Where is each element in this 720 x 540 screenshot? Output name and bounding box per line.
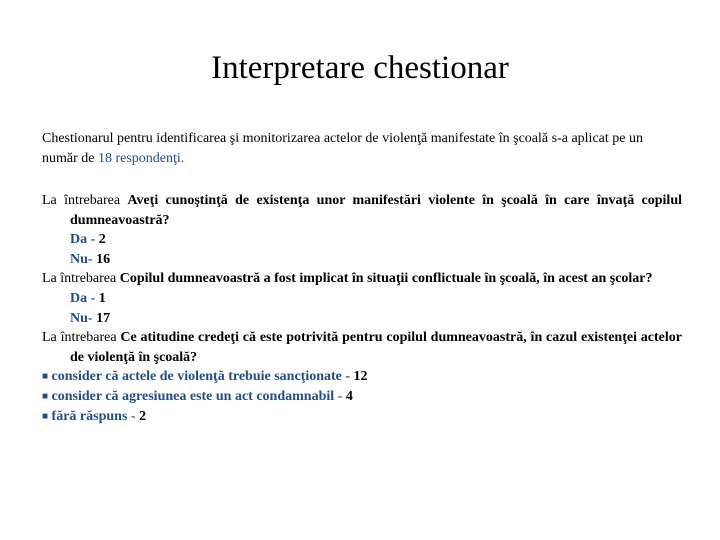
answer-row <box>42 230 682 250</box>
question-prefix: La întrebarea <box>42 193 128 208</box>
results-body <box>42 191 682 426</box>
question-1 <box>42 191 682 230</box>
bullet-marker-icon: ■ <box>42 371 49 383</box>
question-prefix: La întrebarea <box>42 271 120 287</box>
bullet-text: consider că agresiunea este un act condamnabil - <box>51 388 346 404</box>
bullet-item <box>42 407 682 427</box>
answer-row <box>42 289 682 309</box>
bullet-text: consider că actele de violenţă trebuie sancţionate - <box>51 369 354 385</box>
answer-value: 1 <box>98 290 106 306</box>
bullet-item <box>42 387 682 407</box>
bullet-value: 4 <box>345 388 353 404</box>
answer-value: 16 <box>96 251 111 267</box>
bullet-value: 2 <box>139 408 147 424</box>
intro-text: Chestionarul pentru identificarea şi monitorizarea actelor de violenţă manifestate în şcoală s-a aplicat pe un număr de <box>42 131 643 166</box>
question-prefix: La întrebarea <box>42 330 121 346</box>
bullet-value: 12 <box>353 369 368 385</box>
answer-label: Nu- <box>70 251 97 267</box>
bullet-item <box>42 367 682 387</box>
bullet-marker-icon: ■ <box>42 390 49 402</box>
answer-label: Da - <box>70 232 99 248</box>
answer-row <box>42 309 682 329</box>
question-text: Ce atitudine credeţi că este potrivită pentru copilul dumneavoastră, în cazul existenţei actelor de violenţă în şcoală? <box>70 330 682 365</box>
question-text: Aveţi cunoştinţă de existenţa unor manifestări violente în şcoală în care învaţă copilul dumneavoastră? <box>70 193 682 228</box>
question-2 <box>42 269 682 289</box>
intro-paragraph <box>42 129 682 169</box>
respondents-count: 18 respondenţi. <box>97 151 185 166</box>
answer-label: Da - <box>70 290 99 306</box>
bullet-text: fără răspuns - <box>51 408 140 424</box>
answer-row <box>42 250 682 270</box>
answer-value: 2 <box>98 232 106 248</box>
answer-label: Nu- <box>70 310 97 326</box>
bullet-marker-icon: ■ <box>42 410 49 422</box>
slide-title: Interpretare chestionar <box>211 50 509 86</box>
answer-value: 17 <box>96 310 111 326</box>
question-3 <box>42 328 682 367</box>
question-text: Copilul dumneavoastră a fost implicat în situaţii conflictuale în şcoală, în acest an şcolar? <box>119 271 653 287</box>
